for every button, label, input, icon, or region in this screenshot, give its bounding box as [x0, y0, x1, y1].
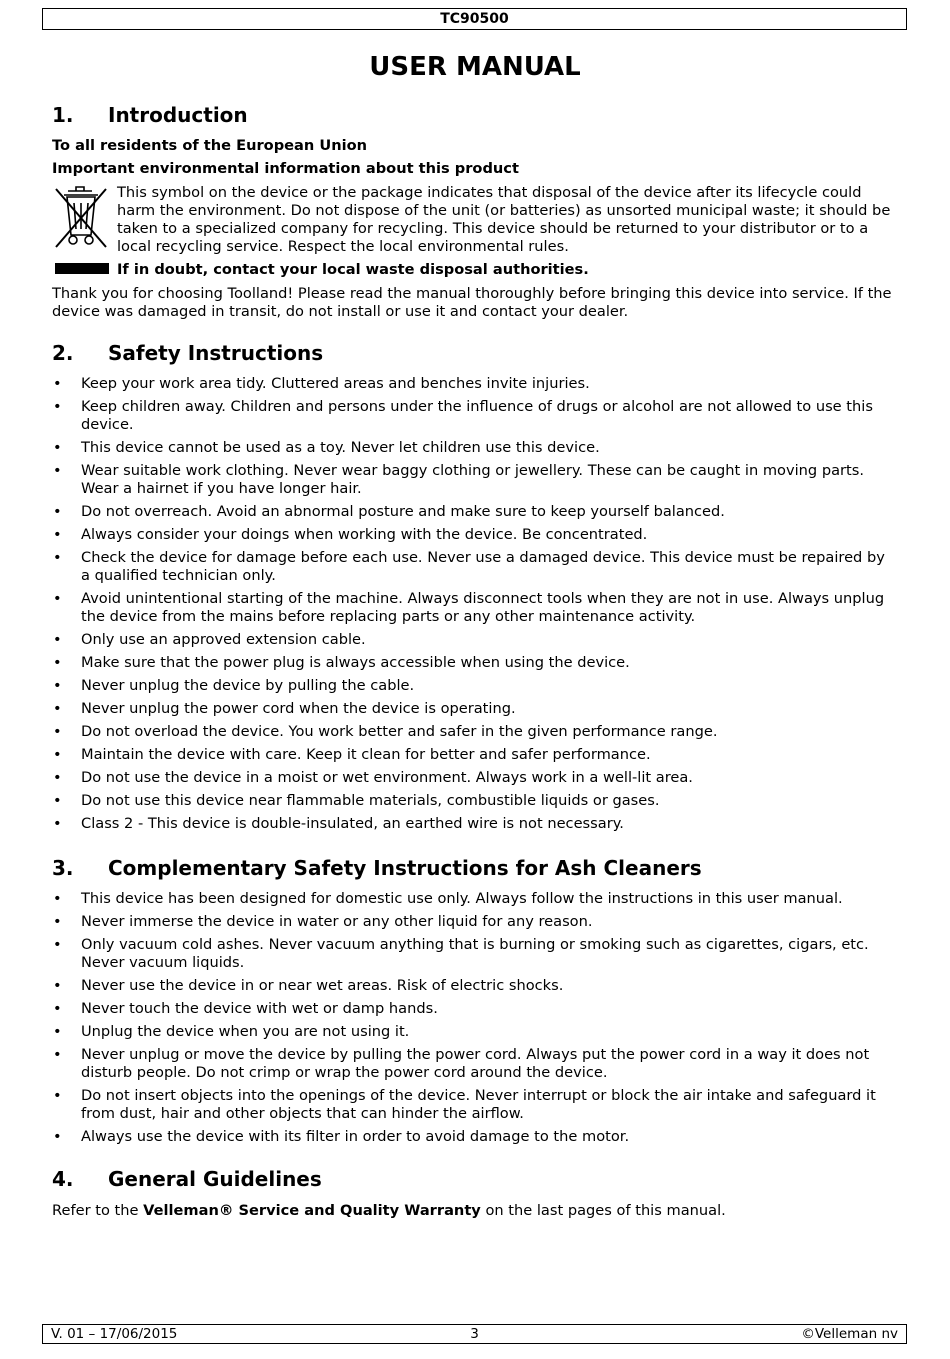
- list-item: • Always consider your doings when working with the device. Be concentrated.: [52, 526, 897, 544]
- section-title: General Guidelines: [108, 1167, 322, 1191]
- crossed-out-bin-icon: [52, 183, 110, 251]
- section-title: Introduction: [108, 103, 248, 127]
- section-title: Complementary Safety Instructions for Ash Cleaners: [108, 856, 702, 880]
- list-item: • Keep children away. Children and persons under the influence of drugs or alcohol are not allowed to use this device.: [52, 398, 897, 434]
- section-heading-introduction: [52, 102, 248, 128]
- safety-instructions-list: [52, 375, 897, 838]
- section-number: 2.: [52, 341, 74, 365]
- list-item: • Class 2 - This device is double-insulated, an earthed wire is not necessary.: [52, 815, 897, 833]
- black-bar-divider: [55, 263, 109, 274]
- list-item: • This device has been designed for domestic use only. Always follow the instructions in this user manual.: [52, 890, 897, 908]
- warranty-reference-paragraph: [52, 1202, 897, 1220]
- list-item: • Maintain the device with care. Keep it clean for better and safer performance.: [52, 746, 897, 764]
- warranty-text-after: on the last pages of this manual.: [480, 1202, 726, 1219]
- section-heading-safety: [52, 340, 323, 366]
- list-item: • Do not insert objects into the openings of the device. Never interrupt or block the air intake and safeguard it from dust, hair and other objects that can hinder the airflow.: [52, 1087, 897, 1123]
- page-number: 3: [470, 1326, 479, 1342]
- section-title: Safety Instructions: [108, 341, 324, 365]
- list-item: • Do not use the device in a moist or wet environment. Always work in a well-lit area.: [52, 769, 897, 787]
- section-number: 4.: [52, 1167, 74, 1191]
- ash-cleaner-safety-list: [52, 890, 897, 1151]
- page-title: USER MANUAL: [369, 52, 581, 82]
- list-item: • Never touch the device with wet or damp hands.: [52, 1000, 897, 1018]
- section-heading-general-guidelines: [52, 1166, 322, 1192]
- list-item: • Always use the device with its filter in order to avoid damage to the motor.: [52, 1128, 897, 1146]
- list-item: • Make sure that the power plug is always accessible when using the device.: [52, 654, 897, 672]
- list-item: • Check the device for damage before each use. Never use a damaged device. This device must be repaired by a qualified technician only.: [52, 549, 897, 585]
- section-heading-complementary-safety: [52, 855, 702, 881]
- list-item: • Never unplug or move the device by pulling the power cord. Always put the power cord in a way it does not disturb people. Do not crimp or wrap the power cord around the device.: [52, 1046, 897, 1082]
- copyright: ©Velleman nv: [801, 1326, 898, 1342]
- version-date: V. 01 – 17/06/2015: [51, 1326, 178, 1342]
- list-item: • Do not use this device near flammable materials, combustible liquids or gases.: [52, 792, 897, 810]
- thank-you-paragraph: Thank you for choosing Toolland! Please read the manual thoroughly before bringing this device into service. If the device was damaged in transit, do not install or use it and contact your dealer.: [52, 285, 892, 320]
- list-item: • This device cannot be used as a toy. Never let children use this device.: [52, 439, 897, 457]
- weee-disposal-text: This symbol on the device or the package indicates that disposal of the device after its lifecycle could harm the environment. Do not dispose of the unit (or batteries) as unsorted municipal waste; it should be taken to a specialized company for recycling. This device should be returned to your distributor or to a local recycling service. Respect the local environmental rules.: [117, 184, 891, 255]
- section-number: 1.: [52, 103, 74, 127]
- list-item: • Never use the device in or near wet areas. Risk of electric shocks.: [52, 977, 897, 995]
- list-item: • Avoid unintentional starting of the machine. Always disconnect tools when they are not in use. Always unplug the device from the mains before replacing parts or any other maintenance activity.: [52, 590, 897, 626]
- warranty-title: Velleman® Service and Quality Warranty: [143, 1202, 481, 1219]
- list-item: • Never immerse the device in water or any other liquid for any reason.: [52, 913, 897, 931]
- eu-residents-line: To all residents of the European Union: [52, 137, 368, 154]
- list-item: • Never unplug the device by pulling the cable.: [52, 677, 897, 695]
- list-item: • Keep your work area tidy. Cluttered areas and benches invite injuries.: [52, 375, 897, 393]
- warranty-text-before: Refer to the: [52, 1202, 144, 1219]
- waste-authority-line: If in doubt, contact your local waste disposal authorities.: [117, 261, 589, 278]
- list-item: • Wear suitable work clothing. Never wear baggy clothing or jewellery. These can be caught in moving parts. Wear a hairnet if you have longer hair.: [52, 462, 897, 498]
- list-item: • Only vacuum cold ashes. Never vacuum anything that is burning or smoking such as cigarettes, cigars, etc. Never vacuum liquids.: [52, 936, 897, 972]
- page-footer: [42, 1324, 907, 1344]
- list-item: • Never unplug the power cord when the device is operating.: [52, 700, 897, 718]
- list-item: • Only use an approved extension cable.: [52, 631, 897, 649]
- environment-info-line: Important environmental information about this product: [52, 160, 519, 177]
- model-number: TC90500: [440, 11, 509, 27]
- section-number: 3.: [52, 856, 74, 880]
- list-item: • Do not overload the device. You work better and safer in the given performance range.: [52, 723, 897, 741]
- list-item: • Do not overreach. Avoid an abnormal posture and make sure to keep yourself balanced.: [52, 503, 897, 521]
- page-header: [42, 8, 907, 30]
- list-item: • Unplug the device when you are not using it.: [52, 1023, 897, 1041]
